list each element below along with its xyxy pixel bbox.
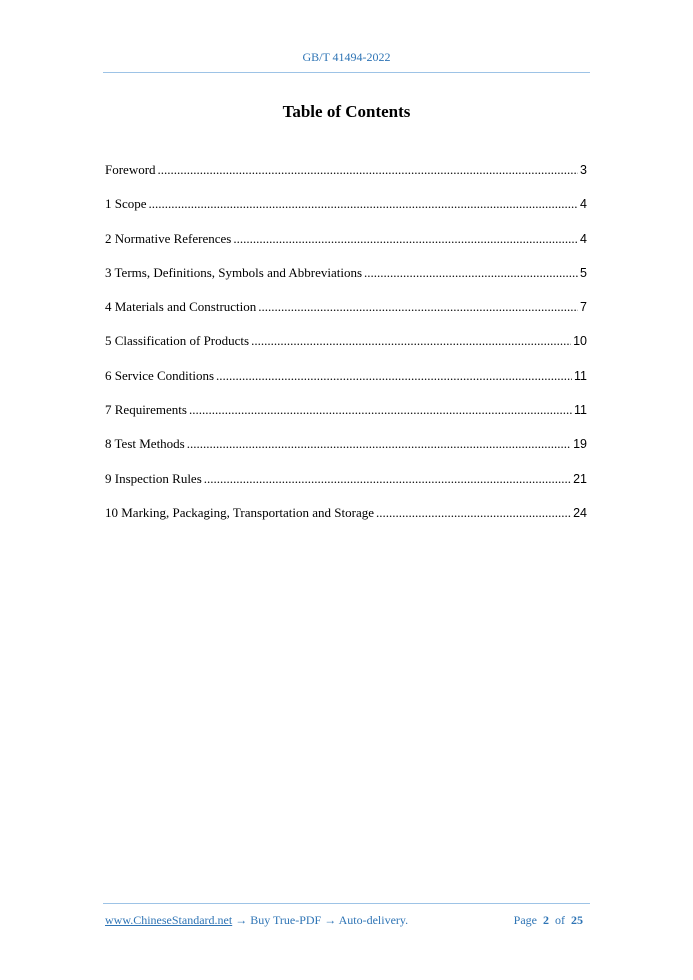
toc-leader-dots <box>187 436 571 452</box>
toc-entry-materials-construction[interactable] <box>105 299 587 333</box>
toc-title: Table of Contents <box>282 102 411 121</box>
toc-entry-service-conditions[interactable] <box>105 368 587 402</box>
toc-leader-dots <box>189 402 572 418</box>
toc-leader-dots <box>258 299 578 315</box>
toc-entry-test-methods[interactable] <box>105 436 587 470</box>
toc-entry-normative-references[interactable] <box>105 231 587 265</box>
toc-entry-label: 10 Marking, Packaging, Transportation and Storage <box>105 504 374 520</box>
buy-true-pdf-text: Buy True-PDF <box>250 913 322 927</box>
footer-divider <box>103 903 590 904</box>
toc-entry-label: 4 Materials and Construction <box>105 299 257 315</box>
toc-leader-dots <box>158 162 579 178</box>
toc-entry-inspection-rules[interactable] <box>105 471 587 505</box>
toc-entry-label: Foreword <box>105 162 156 177</box>
toc-leader-dots <box>216 368 572 384</box>
toc-entry-requirements[interactable] <box>105 402 587 436</box>
page-prefix: Page <box>513 913 537 927</box>
toc-entry-page: 4 <box>580 197 587 212</box>
page-number <box>514 913 583 928</box>
toc-entry-page: 5 <box>580 265 587 280</box>
toc-entry-classification[interactable] <box>105 333 587 367</box>
footer-promo <box>105 913 408 928</box>
toc-entry-scope[interactable] <box>105 196 587 230</box>
toc-entry-marking-packaging[interactable] <box>105 505 587 539</box>
toc-leader-dots <box>204 471 571 487</box>
toc-entry-label: 8 Test Methods <box>105 436 185 452</box>
toc-entry-page: 3 <box>580 163 587 177</box>
toc-entry-page: 11 <box>574 368 587 383</box>
toc-leader-dots <box>364 265 578 281</box>
toc-entry-label: 3 Terms, Definitions, Symbols and Abbreviations <box>105 264 363 280</box>
toc-list <box>105 162 587 539</box>
toc-entry-label: 1 Scope <box>105 196 147 212</box>
chinese-standard-link[interactable]: www.ChineseStandard.net <box>105 913 233 927</box>
current-page-number: 2 <box>543 913 549 927</box>
page-of-text: of <box>555 913 565 927</box>
toc-entry-page: 21 <box>573 471 587 486</box>
toc-entry-label: 5 Classification of Products <box>105 333 250 349</box>
toc-entry-terms-definitions[interactable] <box>105 265 587 299</box>
toc-entry-label: 6 Service Conditions <box>105 367 215 383</box>
arrow-right-icon: → <box>235 913 248 927</box>
auto-delivery-text: Auto-delivery. <box>338 913 409 927</box>
toc-entry-page: 24 <box>573 505 587 520</box>
toc-entry-foreword[interactable] <box>105 162 587 196</box>
toc-entry-page: 7 <box>580 300 587 315</box>
total-page-count: 25 <box>571 913 583 927</box>
toc-entry-page: 4 <box>580 231 587 246</box>
toc-entry-label: 9 Inspection Rules <box>105 470 202 486</box>
header-divider <box>103 72 590 73</box>
toc-leader-dots <box>376 505 571 521</box>
toc-leader-dots <box>251 333 571 349</box>
toc-leader-dots <box>149 196 579 212</box>
toc-entry-page: 19 <box>573 437 587 452</box>
toc-entry-page: 11 <box>574 403 587 418</box>
toc-leader-dots <box>233 231 578 247</box>
arrow-right-icon: → <box>324 913 337 927</box>
toc-entry-page: 10 <box>573 334 587 349</box>
document-header-standard-number: GB/T 41494-2022 <box>302 50 391 64</box>
toc-entry-label: 2 Normative References <box>105 230 232 246</box>
toc-entry-label: 7 Requirements <box>105 402 187 418</box>
